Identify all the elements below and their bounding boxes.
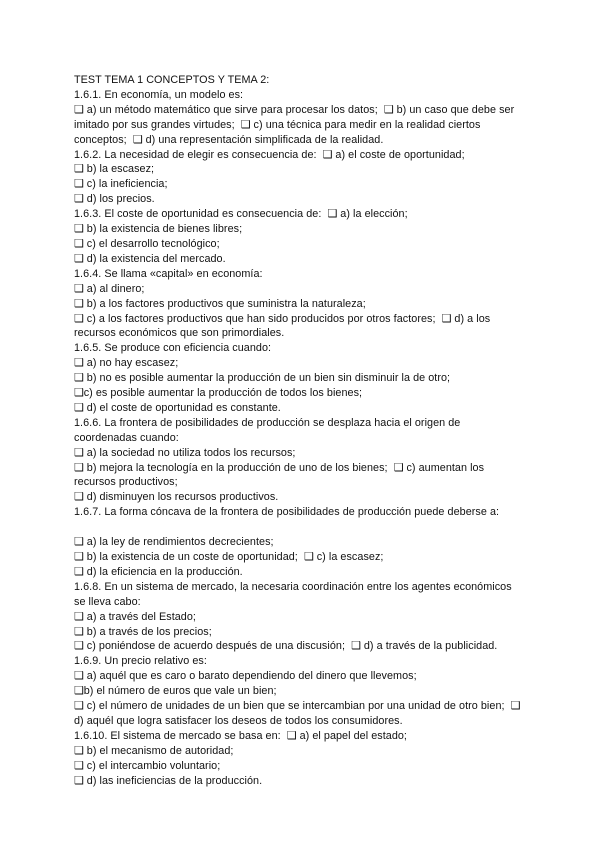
text-line: ❑ a) a través del Estado; [74, 610, 196, 623]
text-line: imitado por sus grandes virtudes; ❑ c) una técnica para medir en la realidad ciertos [74, 118, 481, 131]
text-line: ❑ d) las ineficiencias de la producción. [74, 774, 263, 787]
text-line: ❑ c) el desarrollo tecnológico; [74, 237, 220, 250]
text-line: ❑ d) los precios. [74, 193, 155, 206]
text-line: coordenadas cuando: [74, 431, 179, 444]
text-line: ❑ c) la ineficiencia; [74, 178, 168, 191]
text-line: ❑ b) el mecanismo de autoridad; [74, 744, 234, 757]
text-line: 1.6.3. El coste de oportunidad es consecuencia de: ❑ a) la elección; [74, 208, 408, 221]
text-line: d) aquél que logra satisfacer los deseos de todos los consumidores. [74, 714, 403, 727]
text-line: 1.6.9. Un precio relativo es: [74, 655, 207, 668]
text-line: 1.6.6. La frontera de posibilidades de producción se desplaza hacia el origen de [74, 416, 461, 429]
text-line: ❑ a) un método matemático que sirve para procesar los datos; ❑ b) un caso que debe ser [74, 103, 515, 116]
text-line: ❑ d) el coste de oportunidad es constante. [74, 401, 281, 414]
text-line: recursos productivos; [74, 476, 178, 489]
text-line: ❑ d) disminuyen los recursos productivos. [74, 491, 279, 504]
text-line: ❑ c) a los factores productivos que han sido producidos por otros factores; ❑ d) a los [74, 312, 491, 325]
text-line: ❑ b) a los factores productivos que suministra la naturaleza; [74, 297, 366, 310]
text-line: conceptos; ❑ d) una representación simplificada de la realidad. [74, 133, 384, 146]
text-line: ❑ b) la escasez; [74, 163, 155, 176]
text-line: ❑ a) la ley de rendimientos decrecientes; [74, 536, 274, 549]
text-line: ❑ c) el intercambio voluntario; [74, 759, 221, 772]
text-line: 1.6.10. El sistema de mercado se basa en: ❑ a) el papel del estado; [74, 729, 407, 742]
document-body [74, 73, 530, 788]
text-line: ❑ a) aquél que es caro o barato dependiendo del dinero que llevemos; [74, 670, 417, 683]
text-line: ❑ d) la existencia del mercado. [74, 252, 226, 265]
text-line: 1.6.1. En economía, un modelo es: [74, 88, 244, 101]
text-line: ❑ b) a través de los precios; [74, 625, 212, 638]
document-title: TEST TEMA 1 CONCEPTOS Y TEMA 2: [74, 74, 270, 86]
text-line: 1.6.4. Se llama «capital» en economía: [74, 267, 263, 280]
text-line: se lleva cabo: [74, 595, 141, 608]
text-line: recursos económicos que son primordiales. [74, 327, 285, 340]
text-line: ❑ b) mejora la tecnología en la producción de uno de los bienes; ❑ c) aumentan los [74, 461, 485, 474]
text-line: ❑c) es posible aumentar la producción de todos los bienes; [74, 387, 363, 400]
text-line: ❑b) el número de euros que vale un bien; [74, 685, 277, 698]
text-line: 1.6.2. La necesidad de elegir es consecuencia de: ❑ a) el coste de oportunidad; [74, 148, 465, 161]
text-line: 1.6.7. La forma cóncava de la frontera de posibilidades de producción puede deberse a: [74, 506, 500, 519]
text-line: ❑ b) la existencia de un coste de oportunidad; ❑ c) la escasez; [74, 550, 384, 563]
text-line: 1.6.8. En un sistema de mercado, la necesaria coordinación entre los agentes económicos [74, 580, 512, 593]
text-line: ❑ c) poniéndose de acuerdo después de una discusión; ❑ d) a través de la publicidad. [74, 640, 498, 653]
text-line: ❑ a) no hay escasez; [74, 357, 179, 370]
text-line: ❑ a) la sociedad no utiliza todos los recursos; [74, 446, 296, 459]
text-line: ❑ b) la existencia de bienes libres; [74, 223, 243, 236]
text-line: ❑ a) al dinero; [74, 282, 145, 295]
text-line: 1.6.5. Se produce con eficiencia cuando: [74, 342, 272, 355]
text-line: ❑ d) la eficiencia en la producción. [74, 565, 243, 578]
text-line: ❑ b) no es posible aumentar la producción de un bien sin disminuir la de otro; [74, 372, 451, 385]
blank-line [74, 520, 530, 535]
text-line: ❑ c) el número de unidades de un bien que se intercambian por una unidad de otro bien; ❑ [74, 700, 521, 713]
